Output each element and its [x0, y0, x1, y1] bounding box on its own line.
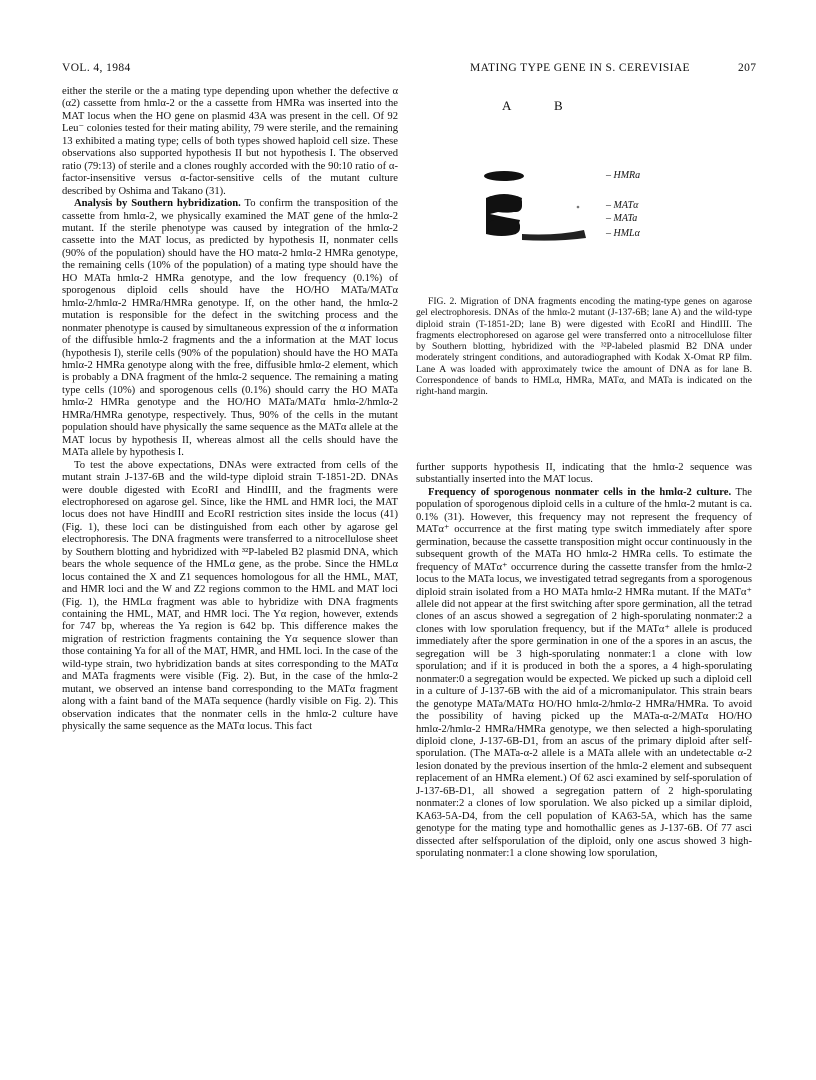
right-column [416, 462, 752, 861]
band-label-matalpha: – MATα [606, 200, 639, 211]
caption-text: FIG. 2. Migration of DNA fragments encoding the mating-type genes on agarose gel electrophoresis. DNAs of the hmlα-2 mutant (J-137-6B; lane A) and the wild-type diploid strain (T-1851-2D; lane B) were digested with EcoRI and HindIII. The fragments electrophoresed on agarose gel were transferred onto a nitrocellulose filter by Southern blotting, hybridized with the ³²P-labeled plasmid B2 DNA under moderately stringent conditions, and autoradiographed with Kodak X-Omat RP film. Lane A was loaded with approximately twice the amount of DNA as for lane B. Correspondence of bands to HMLα, HMRa, MATα, and MATa is indicated on the right-hand margin. [416, 296, 752, 398]
paragraph [62, 198, 398, 460]
running-head-volume: VOL. 4, 1984 [62, 62, 131, 74]
figure-2-autoradiograph [416, 86, 752, 286]
paragraph: further supports hypothesis II, indicating that the hmlα-2 sequence was substantially inserted into the MAT locus. [416, 462, 752, 486]
band-label-mata: – MATa [606, 213, 638, 224]
paragraph-text: The population of sporogenous diploid cells in a culture of the hmlα-2 mutant is ca. 0.1% (31). However, this frequency may not represent the frequency of MATα⁺ occurrence at the first mating type switch immediately after spore germination, because the cassette transposition might occur continuously in the subsequent growth of the MATa HO hmlα-2 HMRa cells. To estimate the frequency of MATα⁺ occurrence during the cassette transfer from the hmlα-2 locus to the MATa locus, we investigated tetrad segregants from a sporogenous diploid strain isolated from a HO MATa hmlα-2 HMRa mutant. If the MATα⁺ allele did not appear at the first switching after spore germination, all the tetrad clones of an ascus showed a segregation of 2 high-sporulating nonmater:2 a clones with low sporulation frequency, but if the MATα⁺ allele is produced immediately after the spore germination in one of the a spores in an ascus, the segregation will be 3 high-sporulating nonmater:1 a clone with low sporulation; and if it is produced in both the a spores, a 4 high-sporulating nonmater:0 a segregation would be expected. We picked up such a diploid cell in a culture of J-137-6B with the aid of a micromanipulator. This strain bears the genotype MATa/MATα HO/HO hmlα-2/hmlα-2 HMRa/HMRa. To avoid the possibility of having picked up the MATa-α-2/MATα HO/HO hmlα-2/hmlα-2 HMRa/HMRa genotype, we then selected a high-sporulating diploid clone, J-137-6B-D1, from an ascus of the primary diploid after self-sporulation. (The MATa-α-2 allele is a MATa allele with an undetectable α-2 lesion donated by the previous insertion of the hmlα-2 element and subsequent replacement of an HMRa element.) Of 62 asci examined by self-sporulation of J-137-6B-D1, all showed a segregation pattern of 2 high-sporulating nonmater:2 a clones of low sporulation. We also picked up a similar diploid, KA63-5A-D4, from the cell population of KA63-5A, which has the same genotype for the mating type and homothallic genes as J-137-6B. Of 77 asci dissected after selfsporulation of the diploid, only one ascus showed 3 high-sporulating nonmater:1 a clone showing low sporulation, [416, 486, 753, 860]
lane-b-label: B [554, 98, 563, 113]
paragraph: either the sterile or the a mating type depending upon whether the defective α (α2) cassette from hmlα-2 or the a cassette from HMRa was inserted into the MAT locus when the HO gene on plasmid 43A was present in the cell. Of 92 Leu⁻ colonies tested for their mating ability, 79 were sterile, and the remaining 13 exhibited a mating type; cells of both types showed haploid cell size. These observations also supported hypothesis II but not hypothesis I. The observed ratio (79:13) of sterile and a clones roughly accorded with the 90:10 ratio of α-factor-insensitive versus α-factor-sensitive cells of the mutant culture described by Oshima and Takano (31). [62, 86, 398, 197]
paragraph [416, 487, 752, 861]
gel-blot-image [416, 86, 752, 286]
section-heading: Frequency of sporogenous nonmater cells in the hmlα-2 culture. [428, 486, 732, 498]
band-label-hmra: – HMRa [606, 170, 641, 181]
section-heading: Analysis by Southern hybridization. [74, 198, 241, 210]
page-number: 207 [738, 62, 757, 74]
paragraph: To test the above expectations, DNAs were extracted from cells of the mutant strain J-137-6B and the wild-type diploid strain T-1851-2D. DNAs were double digested with EcoRI and HindIII, and the fragments were electrophoresed on agarose gel. Since, like the HML and HMR loci, the MAT locus does not have HindIII and EcoRI restriction sites inside the locus (41) (Fig. 1), these loci can be distinguished from each other by agarose gel electrophoresis. The DNA fragments were transferred to a nitrocellulose sheet by Southern blotting and hybridized with ³²P-labeled B2 plasmid DNA, which bears the whole sequence of the HMLα gene, as the probe. Since the HMLα locus contained the X and Z1 sequences homologous for all the HML, MAT, and HMR loci and the W and Z2 regions common to the HML and MAT loci (Fig. 1), the HMLα fragment was able to hybridize with DNA fragments containing the HML, MAT, and HMR loci. The Yα region, however, extends for 747 bp, whereas the Ya region is 642 bp. This difference makes the migration of restriction fragments containing the Yα sequence slower than those containing Ya for all of the MAT, HMR, and HML loci. In the case of the wild-type strain, two hybridization bands at sites corresponding to the MATα and MATa fragments were visible (Fig. 2). But, in the case of the hmlα-2 mutant, we observed an intense band corresponding to the MATα fragment along with a faint band of the MATa sequence (hardly visible on Fig. 2). This observation indicates that the nonmater cells in the hmlα-2 culture have physically the same sequence as the MATα locus. This fact [62, 459, 398, 733]
figure-caption [416, 296, 752, 398]
lane-a-label: A [502, 98, 512, 113]
paragraph-text: To confirm the transposition of the cassette from hmlα-2, we physically examined the MAT gene of the hmlα-2 mutant. If the sterile phenotype was caused by integration of the hmlα-2 cassette into the MAT locus, as predicted by hypothesis II, nonmater cells (90% of the population) should have the HO matα-2 hmlα-2 HMRa genotype, the remaining cells (10% of the population) of a mating type should have the HO MATa hmlα-2 HMRa genotype, and the low frequency (0.1%) of sporogenous diploid cells should have the HO/HO MATa/MATα hmlα-2/hmlα-2 HMRa/HMRa genotype. If, on the other hand, the hmlα-2 mutation is responsible for the defect in the switching process and the nonmater phenotype is caused by simultaneous expression of the α information of the diffusible hmlα-2 fragments and the a information at the MAT locus (hypothesis I), sterile cells (90% of the population) should have the HO MATa hmlα-2 HMRa genotype along with the free, diffusible hmlα-2 element, which is probably a DNA fragment of the hmlα-2 sequence. The remaining a mating type cells (10%) and sporogenous cells (0.1%) should carry the HO MATa hmlα-2 HMRa genotype and the HO/HO MATa/MATα hmlα-2/hmlα-2 HMRa/HMRa genotype, respectively. Thus, 90% of the cells in the mutant population should have physically the same sequence as the MATα allele at the MAT locus by hypothesis II, whereas almost all the cells should have the MATa allele by hypothesis I. [62, 198, 398, 459]
left-column [62, 86, 398, 734]
running-head-title: MATING TYPE GENE IN S. CEREVISIAE [470, 62, 690, 74]
band-label-hmlalpha: – HMLα [606, 228, 640, 239]
